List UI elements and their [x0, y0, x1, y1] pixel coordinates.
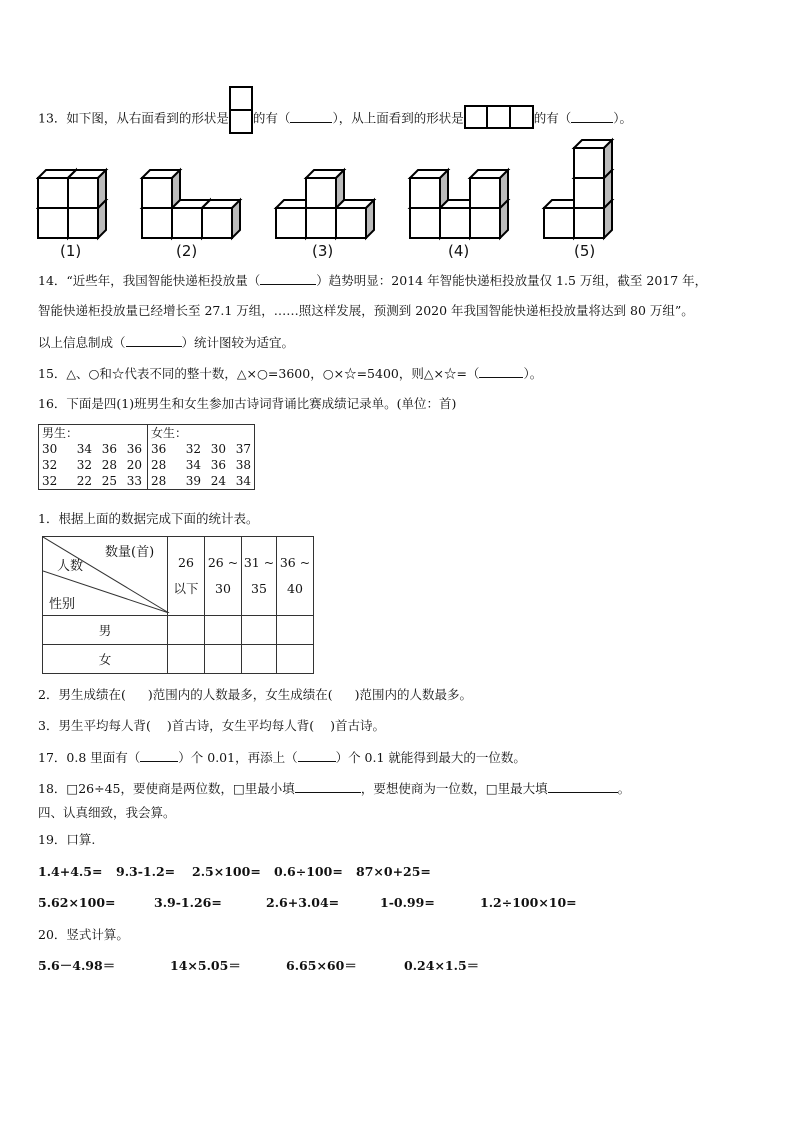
q16-sub2b: )范围内的人数最多，女生成绩在( — [147, 687, 333, 702]
q16-sub3a: 3．男生平均每人背( — [38, 718, 151, 733]
boys-score: 34 — [76, 442, 92, 456]
cell-boys-4[interactable] — [277, 616, 314, 645]
q13-part4: 的有（ — [533, 110, 572, 126]
boys-label: 男生： — [42, 426, 79, 440]
col-header-1 — [168, 537, 205, 616]
col3-line1: 31 ~ — [243, 555, 275, 570]
corner-mid-label: 人数 — [57, 559, 84, 574]
boys-score: 25 — [101, 474, 117, 488]
q18-c: 。 — [617, 781, 631, 796]
table-corner-header — [43, 537, 168, 616]
q20-title: 20．竖式计算。 — [38, 927, 129, 942]
q19-r1-item-5: 87×0+25= — [356, 864, 431, 879]
q14-l1b: ）趋势明显：2014 年智能快递柜投放量仅 1.5 万组，截至 2017 年， — [316, 273, 708, 288]
q19-r1-item-2: 9.3-1.2= — [116, 864, 176, 879]
q20-item-1: 5.6－4.98＝ — [38, 958, 116, 973]
q15-blank[interactable] — [479, 365, 523, 378]
girls-score: 38 — [235, 458, 251, 472]
q18-b: ，要想使商为一位数，□里最大填 — [360, 781, 548, 796]
girls-record-cell — [148, 425, 255, 490]
cell-girls-1[interactable] — [168, 645, 205, 674]
corner-bottom-label: 性别 — [49, 597, 76, 612]
q16-sub2 — [38, 687, 472, 703]
q14-blank-2[interactable] — [126, 334, 182, 347]
q18-blank-2[interactable] — [548, 780, 618, 793]
boys-score: 22 — [76, 474, 92, 488]
q19-r1-item-1: 1.4+4.5= — [38, 864, 103, 879]
q17-b: ）个 0.01，再添上（ — [178, 750, 298, 765]
girls-score: 37 — [235, 442, 251, 456]
col2-line2: 30 — [215, 581, 231, 596]
section-4-heading: 四、认真细致，我会算。 — [38, 805, 176, 820]
q19-r2-item-3: 2.6+3.04= — [266, 895, 340, 910]
boys-score: 36 — [101, 442, 117, 456]
q13-part1: 13．如下图，从右面看到的形状是 — [38, 110, 229, 126]
cell-girls-4[interactable] — [277, 645, 314, 674]
girls-score: 28 — [151, 458, 167, 472]
q14-blank-1[interactable] — [260, 272, 316, 285]
score-record-table — [38, 424, 255, 490]
figure-5 — [544, 140, 612, 238]
q15-a: 15．△、○和☆代表不同的整十数，△×○=3600，○×☆=5400，则△×☆=（ — [38, 366, 480, 381]
cell-girls-2[interactable] — [205, 645, 242, 674]
girls-score: 24 — [210, 474, 226, 488]
q13-part5: ）。 — [613, 110, 632, 126]
q15-text — [38, 365, 542, 382]
boys-score: 33 — [126, 474, 142, 488]
cell-boys-2[interactable] — [205, 616, 242, 645]
q16-sub1: 1．根据上面的数据完成下面的统计表。 — [38, 511, 259, 526]
right-view-shape-icon — [229, 86, 253, 138]
figure-3 — [276, 170, 374, 238]
figure-label-3: (3) — [312, 242, 334, 260]
q19-r1-item-4: 0.6÷100= — [274, 864, 343, 879]
girls-row — [151, 441, 251, 457]
boys-score: 30 — [42, 442, 58, 456]
girls-score: 36 — [151, 442, 167, 456]
q15-b: ）。 — [523, 366, 543, 381]
col4-line2: 40 — [287, 581, 303, 596]
cell-boys-3[interactable] — [242, 616, 277, 645]
girls-score: 36 — [210, 458, 226, 472]
q13-blank-1[interactable] — [290, 110, 332, 123]
q17-c: ）个 0.1 就能得到最大的一位数。 — [335, 750, 526, 765]
q13-part2: 的有（ — [252, 110, 291, 126]
q19-title: 19．口算. — [38, 832, 96, 847]
q13-part3: ），从上面看到的形状是 — [332, 110, 464, 126]
q14-line-2: 智能快递柜投放量已经增长至 27.1 万组，……照这样发展，预测到 2020 年我国智能快递柜投放量将达到 80 万组”。 — [38, 303, 694, 318]
boys-score: 20 — [126, 458, 142, 472]
q14-line-1 — [38, 272, 707, 289]
q17-blank-2[interactable] — [298, 749, 336, 762]
cube-figures — [36, 136, 636, 247]
q17-a: 17．0.8 里面有（ — [38, 750, 141, 765]
girls-score: 32 — [185, 442, 201, 456]
q14-l1a: 14．“近些年，我国智能快递柜投放量（ — [38, 273, 261, 288]
girls-score: 28 — [151, 474, 167, 488]
col-header-2 — [205, 537, 242, 616]
boys-score: 28 — [101, 458, 117, 472]
q17-blank-1[interactable] — [140, 749, 178, 762]
q18-a: 18．□26÷45，要使商是两位数，□里最小填 — [38, 781, 295, 796]
q19-r2-item-2: 3.9-1.26= — [154, 895, 222, 910]
col-header-3 — [242, 537, 277, 616]
girls-scores — [151, 441, 251, 489]
q16-sub3 — [38, 718, 385, 734]
q19-r2-item-4: 1-0.99= — [380, 895, 435, 910]
cube-figures-drawing — [36, 136, 636, 244]
col3-line2: 35 — [251, 581, 267, 596]
boys-record-cell — [39, 425, 148, 490]
col1-line1: 26 — [178, 555, 194, 570]
col1-line2: 以下 — [173, 581, 199, 596]
girls-score: 30 — [210, 442, 226, 456]
girls-row — [151, 457, 251, 473]
girls-row — [151, 473, 251, 489]
q20-item-2: 14×5.05＝ — [170, 958, 241, 973]
q16-sub3c: )首古诗。 — [330, 718, 385, 733]
col4-line1: 36 ~ — [279, 555, 311, 570]
q18-blank-1[interactable] — [295, 780, 361, 793]
figure-label-5: (5) — [574, 242, 596, 260]
figure-4 — [410, 170, 508, 238]
figure-label-2: (2) — [176, 242, 198, 260]
q17-text — [38, 749, 526, 766]
q14-line-3 — [38, 334, 294, 351]
figure-1 — [38, 170, 106, 238]
figure-label-1: (1) — [60, 242, 82, 260]
q16-sub2a: 2．男生成绩在( — [38, 687, 126, 702]
cell-boys-1[interactable] — [168, 616, 205, 645]
cell-girls-3[interactable] — [242, 645, 277, 674]
col2-line1: 26 ~ — [207, 555, 239, 570]
boys-score: 32 — [42, 458, 58, 472]
figure-2 — [142, 170, 240, 238]
q14-l3a: 以上信息制成（ — [38, 335, 126, 350]
boys-score: 32 — [76, 458, 92, 472]
q13-text — [38, 100, 632, 138]
girls-score: 39 — [185, 474, 201, 488]
q16-sub3b: )首古诗，女生平均每人背( — [166, 718, 315, 733]
q20-item-4: 0.24×1.5＝ — [404, 958, 480, 973]
boys-score: 32 — [42, 474, 58, 488]
boys-row — [42, 473, 144, 489]
row-label-boys: 男 — [43, 616, 168, 645]
q20-item-3: 6.65×60＝ — [286, 958, 357, 973]
corner-top-label: 数量(首) — [105, 545, 155, 560]
q18-text — [38, 780, 630, 797]
girls-score: 34 — [185, 458, 201, 472]
top-view-shape-icon — [464, 105, 534, 133]
boys-row — [42, 441, 144, 457]
q13-blank-2[interactable] — [571, 110, 613, 123]
q19-r2-item-5: 1.2÷100×10= — [480, 895, 577, 910]
boys-score: 36 — [126, 442, 142, 456]
q19-r2-item-1: 5.62×100= — [38, 895, 116, 910]
figure-label-4: (4) — [448, 242, 470, 260]
boys-row — [42, 457, 144, 473]
q19-r1-item-3: 2.5×100= — [192, 864, 261, 879]
boys-scores — [42, 441, 144, 489]
q16-title: 16．下面是四(1)班男生和女生参加古诗词背诵比赛成绩记录单。(单位：首) — [38, 396, 457, 411]
girls-score: 34 — [235, 474, 251, 488]
girls-label: 女生： — [151, 426, 188, 440]
statistics-table — [42, 536, 314, 674]
row-label-girls: 女 — [43, 645, 168, 674]
q16-sub2c: )范围内的人数最多。 — [354, 687, 472, 702]
col-header-4 — [277, 537, 314, 616]
q14-l3b: ）统计图较为适宜。 — [181, 335, 295, 350]
